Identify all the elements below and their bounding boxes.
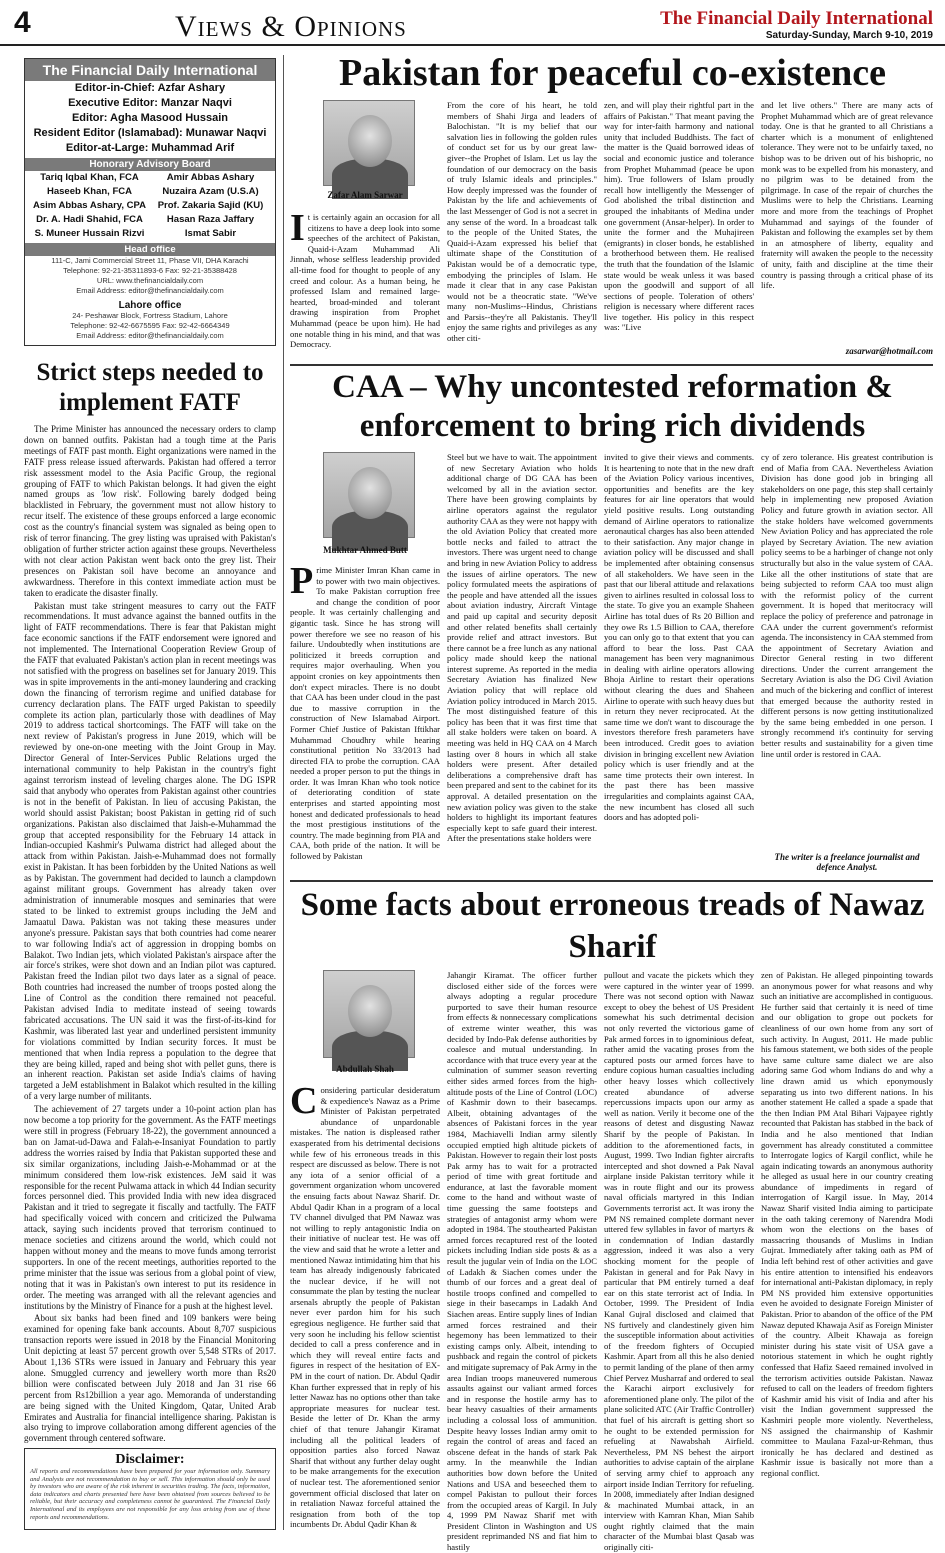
article2-text: invited to give their views and comments. It is heartening to note that in the new draft of the Aviation Policy various incentives, opportunities and benefits are the key features for air line operators that would yield positive results. Long outstanding demand of Airline operators to rationalize aeronautical charges has also been attended to their satisfaction. Any major change in aviation policy will be discussed and shall be implemented after obtaining consensus of all stakeholders. We have seen in the past that our liberal attitude and relaxations given to airlines resulted in colossal loss to the state. To give you an example Shaheen Airline has total dues of Rs 20 Billion and they owe Rs 1.5 Billion to CAA, therefore you can only go to that extent that you can afford to bear the loss. Past CAA management has been very magnanimous in dealing with airline operators allowing Bhoja Airline to restart their operations without clearing the dues and Shaheen Airline to operate with such heavy dues but in return they never reciprocated. At the same time we don't want to discourage the investors therefore fresh parameters have been introduced. Credit goes to aviation division in bringing excellent new Aviation policy which is user friendly and at the same time protects their own interest. In the past there has been massive irregularities and complaints against CAA, the new incumbent has closed all such doors and has adopted poli- [604, 452, 754, 823]
advisor: Amir Abbas Ashary [166, 172, 255, 183]
lahore-office-phone: Telephone: 92-42-6675595 Fax: 92-42-6664349 [70, 321, 230, 330]
article2-col2 [447, 452, 597, 875]
article2-title: CAA – Why uncontested reformation & enforcement to bring rich dividends [332, 369, 893, 444]
editorial-paragraph: Pakistan must take stringent measures to carry out the FATF recommendations. It must advance against the banned outfits in the light of FATF recommendations. There is fear that Pakistan might face economic sanctions if the FATF endorsement were ignored and not implemented. The International Cooperation Review Group of the FATF that evaluated Pakistan's action plan in recent meetings was not satisfied with the progress on baselines set for January 2019. This was in spite improvements in the anti-money laundering and cracking down the financing of terrorism regime and unified database for currency declaration plans. The FATF urged Pakistan to speedily complete its action plan, particularly those with deadlines of May 2019 to address tactical shortcomings. The FATF will take on the next review of Pakistan's progress in June 2019, which will be reviewed by one-on-one meeting with the Joint Group in May. Director General of Inter-Services Public Relations urged the international community to help Pakistan in the country's fight against terrorism instead of leveling charges alone. The DG ISPR said that anybody who operates from Pakistan against other countries is not in the benefit of Pakistan. In lieu of accusing Pakistan, the world should assist Pakistan; boost Pakistan in getting rid of such organizations. Pakistan also disclaimed that Jaish-e-Muhammad the group that accepted responsibility for the February 14 attack in Indian-occupied Kashmir's Pulwama district had alleged about the attack from within Pakistan. Jaish-e-Muhammad does not formally exist in Pakistan. It has been forbidden by the United Nations as well as by Pakistan. The government had decided to launch a clampdown against militant groups. Government has already taken over administration of innumerable mosques and seminaries that were stated to be linked to extremist groups including the JeM and Jamaatul Dawa. Pakistan was not taking these measures under anyone's pressure. Pakistan says that both countries had come nearer to war following India's act of aggression in dropping bombs on Balakot. Two Indian jets, which violated Pakistan's airspace after the air force's strikes, were shot down and an Indian pilot was captured. Pakistan freed the Indian pilot two days later as a signal of peace. Both countries had increased the number of troops posted along the Line of Control as the condition there remained not peaceful. Pakistan advised India to meditate instead of seeing towards fabricated accusations. The UN said it was the first-of-its-kind for Kashmir, was liberated last year and underlined persistent immunity for violations committed by Indian security forces. It must be mentioned that when India repress a population to the degree that they are being killed, raped and being shot with pellet guns, there is an inherent reaction. Pakistan set aside India's claims of having targeted a JeM establishment in Balakot which resulted in the killing of a very large number of militants. [24, 600, 276, 1102]
editorial-paragraph: The Prime Minister has announced the necessary orders to clamp down on banned outfits. Pakistan had a tough time at the Paris meetings of FATF past month. Eight organizations were named in the FATF press release issued afterwards. Pakistan had offered a terror risk assessment model to the Asia Pacific Group, the regional grouping of FATF to which Pakistan belongs. It had given the eight named groups as 'low risk'. Following barely dodged being blacklisted in February, the government must not allow history to recur itself. The existence of these groups enforced a large economic cost as the country's financial system was signaled as being open to risk of terror financing. The grey listing was upraised with Pakistan's obligation of further stricter action against these groups. Nevertheless with not clear action Pakistan went back onto the grey list. Their presences on Pakistan soil have become an annoyance and awkwardness. Therefore in this context immediate action must be taken to eradicate the disaster finally. [24, 424, 276, 598]
left-column [24, 58, 276, 1446]
article1-col2 [447, 100, 597, 360]
advisor: Haseeb Khan, FCA [47, 186, 132, 197]
article1-text: From the core of his heart, he told members of Shahi Jirga and leaders of Balochistan. "It is my belief that our salvation lies in following the golden rules of conduct set for us by our great law-giver--the Prophet of Islam. Let us lay the foundation of our democracy on the basis of truly Islamic ideals and principles." How deeply impressed was the founder of Pakistan by the life and achievements of the last Messenger of God is not a secret in any sense of the word. In a broadcast talk to the people of the United States, the Quaid-i-Azam expressed his belief that ultimate shape of the Constitution of Pakistan would be of a democratic type, embodying the principles of Islam. He made it clear that in any case Pakistan would not be a theocratic state. "We've many non-Muslims--Hindus, Christians and Parsis--they're all Pakistanis. They'll enjoy the same rights and privileges as any other citi- [447, 100, 597, 344]
advisory-board-list [25, 171, 275, 241]
article2-text: Prime Minister Imran Khan came in to power with two main objectives. To make Pakistan corruption free and change the condition of poor people. It was certainly challenging and gigantic task. Since he has strong will power therefore we see no reason of his failure. Undoubtedly when institutions are politicized it breeds corruption and requires major overhauling. When you appoint cronies on key appointments then don't expect miracles. There is no doubt that CAA has been under cloud in the past due to massive corruption in the construction of New Islamabad Airport. Former Chief Justice of Pakistan Iftikhar Muhammad Choudhry while hearing constitutional petition No 33/2013 had directed FIA to probe the corruption. CAA needed a proper person to put the things in order. It was Imran Khan who took notice of deteriorating condition of state enterprises and started appointing most honest and dedicated professionals to head the most prestigious institutions of the country. The made beginning from PIA and CAA, both pride of the nation. It will be followed by Pakistan [290, 560, 440, 862]
article3-text: zen of Pakistan. He alleged pinpointing towards an anonymous power for what reasons and why such an initiative are accomplished in contiguous. He further said that certainly it is need of time and our obligation to grope out pockets for cleanliness of our own home from any sort of such activity. In August, 2011. He made public his famous statement, we both sides of the people have same culture same dialect we are also adoring same God whom Indians do and why a line drawn amid us which eponymously separating us into two different nations. In his another statement He called a spade a spade that the then Indian PM Atal Bihari Vajpayee rightly recounted that Pakistan has stabbed in the back of India and he also mentioned that Indian government has already constituted a committee to Interrogate logics of Kargil conflict, while he again indicating towards an anonymous authority he alleged as usual here in our country creating abundance of impediments in regard of interrogation of Kargil issue. In May, 2014 Nawaz Sharif visited India aiming to participate in the oath taking ceremony of Narendra Modi whom won the elections on the bases of massacring thousands of Muslims in Indian Gujrat. Immediately after taking oath as PM of India left behind rest of other activities and gave his entire attention to intensified his endeavors for international anti-Pakistan diplomacy, in reply PM NS provided him extensive opportunities even he avoided to designate Foreign Minister of Pakistan. Prior to abandon of the office of the PM Nawaz deputed Khawaja Asif as Foreign Minister of the country. Albeit Khawaja as foreign minister during his state visit of USA gave a notorious statement in which he ought rightly confessed that Hafiz Saeed remained involved in the terrorism activities outside Pakistan. Nawaz refused to call on the leaders of freedom fighters of Kashmir amid his visit of India and after his visit the Indian government suppressed the Kashmiri people more violently. Nevertheless, NS assigned the chairmanship of Kashmir committee to Maulana Fazal-ur-Rehman, thus ironically he has declared and destined as Kashmir issue is basically not more than a regional conflict. [761, 970, 933, 1478]
page-number: 4 [14, 6, 31, 39]
advisor: Dr. A. Hadi Shahid, FCA [36, 214, 143, 225]
advisor: Hasan Raza Jaffary [166, 214, 255, 225]
article1-author: Zafar Alam Sarwar [327, 190, 403, 200]
advisory-board-title: Honorary Advisory Board [25, 158, 275, 171]
role-editor-at-large: Editor-at-Large: Muhammad Arif [65, 142, 235, 154]
role-editor-in-chief: Editor-in-Chief: Azfar Ashary [74, 82, 226, 94]
head-office-url: URL: www.thefinancialdaily.com [96, 276, 204, 285]
article2-signoff: The writer is a freelance journalist and defence Analyst. [774, 852, 920, 872]
advisor: Prof. Zakaria Sajid (KU) [157, 200, 264, 211]
article3-text: Considering particular desideratum & expedience's Nawaz as a Prime Minister of Pakistan perpetrated abundance of unpardonable mistakes. The nation is displeased rather exasperated from his detrimental decisions while few of his erroneous treads in this respect are discussed as below. There is not any iota of a senior official of a government organization whom uncovered the ensuing facts about Nawaz Sharif. Dr. Abdul Qadir Khan in a program of a local TV channel divulged that PM Nawaz was not willing to reply antagonistic India on their initiative of nuclear test. He was off the view and said that he wrote a letter and mentioned Nawaz intimidating him that his team has already indigenously fabricated the nuclear device, if he will not consummate the plan by testing the nuclear arsenals abruptly the people of Pakistan never ever pardon him for his such egregious negligence. He further said that very soon he including his fellow scientist decided to call a press conference and in which they will reveal entire facts and figures in respect of the hesitation of EX-PM in the court of nation. Dr. Abdul Qadir Khan further expressed that in reply of his letter Nawaz has no options other than take appropriate measures for nuclear test. Beside the letter of Dr. Khan the army chief of that tenure Jahangir Kiramat including all the political leaders of opposition parties also forced Nawaz Sharif that without any further delay ought to be make arrangements for the execution of nuclear test. The aforementioned senior government official disclosed that later on in retaliation Nawaz forceful attained the resignation from both of the top incumbents Dr. Abdul Qadir Khan & [290, 1080, 440, 1530]
disclaimer-box [24, 1448, 276, 1530]
editorial-paragraph: About six banks had been fined and 109 bankers were being examined for opening fake bank accounts. About 8,707 suspicious transaction reports were issued in 2018 by the Financial Monitoring Unit depicting at least 57 percent growth over 5,548 STRs of 2017. About 1,136 STRs were issued in January and February this year alone. Smuggled currency and jewellery worth more than Rs20 billion were confiscated between July 2018 and Jan 31 rise 66 percent from Rs12billion a year ago. Memoranda of understanding are being signed with the United Kingdom, Qatar, United Arab Emirates and Australia for financial intelligence sharing. Pakistan is also trying to improve collaboration among different agencies of the government through centered software. [24, 1313, 276, 1444]
article3-col3 [604, 970, 754, 1553]
article3-col1 [290, 1080, 440, 1530]
head-office-email: Email Address: editor@thefinancialdaily.com [76, 286, 224, 295]
advisor: Asim Abbas Ashary, CPA [33, 200, 146, 211]
article2-text: cy of zero tolerance. His greatest contribution is end of Mafia from CAA. Nevertheless Aviation Division has done good job in bringing all stakeholders on one page, this step shall certainly help in implementing new proposed Aviation Policy and future growth in aviation sector. All the stake holders have welcomed governments New Aviation Policy and has appreciated the role played by Secretary Aviation. The new aviation policy seems to be a harbinger of change not only structurally but also in the value system of CAA. Like all the other institutions of state that are being subjected to reform CAA too must align with the reformist policy of the current government. It is hoped that meritocracy will replace the policy of preference and patronage in CAA under the current government's reformist agenda. The inconsistency in CAA stemmed from the appointment of Secretary Aviation and Director General resting in two different directions. Under the current arrangement the Secretary Aviation is also the DG Civil Aviation and much of the bickering and conflict of interest that emerged because the authority rested in different persons is now getting institutionalized by the same being embedded in one person. I strongly recommend it's continuity for serving better results and sustainability for a given time line until order is restored in CAA. [761, 452, 933, 759]
article3-text: pullout and vacate the pickets which they were captured in the winter year of 1999. There was not second option with Nawaz except to obey the behest of US President somewhat his such detrimental decision not only reverted the victorious game of Pak armed forces in to ignominious defeat, rather amid the vacating proses from the captured posts our armed forces have to endure copious human casualties including other heavy losses which collectively created abundance of adverse repercussions impacts upon our army as well as nation. Verily it become one of the reasons of detest and disgusting Nawaz Sharif by the people of Pakistan. In addition to the aforementioned facts, in August, 1999. Two Indian fighter aircrafts intercepted and shot downed a Pak Naval airplane inside Pakistan territory while it was in route flight and our its prowess naval officials martyred in this Indian Governments terrorist act. It was irony the PM NS remained complete dormant never uttered few syllables in favor of martyrs & in condemnation of Indian dastardly aggression, indeed it was also a very shocking moment for the people of Pakistan in general and for Pak Navy in particular that PM entirely turned a deaf ear on this state terrorist act of India. In October, 1999. The President of India Kanal Gujral disclosed and claimed that NS furtively and clandestinely given him the susceptible information about activities of the freedom fighters of Occupied Kashmir. Apart from all this he also denied to permit landing of the plane of then army Chief Pervez Musharraf and ordered to seal the Karachi airport exclusively for aforementioned plane only. The pilot of the plane solicited ATC (Air Traffic Controller) that fuel of his aircraft is getting short so he ought to be extended permission for refueling at Nawabshah Airfield. Nevertheless, PM NS behest the airport authorities to advise captain of the airplane of serving army chief to approach any airport inside Indian Territory for refueling. In 2008, immediately after Indian designed & machinated Mumbai attack, in an interview with Kamran Khan, Mian Sahib ought rightly claimed that the main character of the Mumbai blast Qasab was originally citi- [604, 970, 754, 1553]
board-title: The Financial Daily International [25, 59, 275, 81]
head-office-address: 111-C, Jami Commercial Street 11, Phase VII, DHA Karachi [51, 256, 249, 265]
lahore-office-address: 24- Peshawar Block, Fortress Stadium, Lahore [72, 311, 228, 320]
page-header [0, 0, 945, 46]
lahore-office-email: Email Address: editor@thefinancialdaily.com [76, 331, 224, 340]
head-office-phone: Telephone: 92-21-35311893-6 Fax: 92-21-35388428 [63, 266, 237, 275]
role-executive-editor: Executive Editor: Manzar Naqvi [68, 97, 232, 109]
article3-title: Some facts about erroneous treads of Nawaz Sharif [300, 887, 925, 965]
advisor: S. Muneer Hussain Rizvi [34, 228, 145, 239]
article2-col3 [604, 452, 754, 875]
article3-col4 [761, 970, 933, 1530]
article2-col4 [761, 452, 933, 848]
disclaimer-text: All reports and recommendations have been prepared for your information only. Summary and Analysis are not recommendation to buy or sell. This information should only be used by investors who are aware of the risk inherent in securities trading. The facts, information, data indicators and charts presented here have been obtained from sources believed to be reliable, but their accuracy and completeness cannot be guaranteed. The Financial Daily International and its employees are not responsible for any loss arising from use of these reports and recommendations. [30, 1468, 270, 1521]
author-photo-zafar [323, 100, 415, 186]
head-office-title: Head office [25, 243, 275, 256]
editorial-title: Strict steps needed to implement FATF [36, 359, 264, 416]
article2-col1 [290, 560, 440, 875]
article1-col4 [761, 100, 933, 348]
divider [290, 364, 933, 366]
role-editor: Editor: Agha Masood Hussain [71, 112, 229, 124]
advisor: Nuzaira Azam (U.S.A) [162, 186, 259, 197]
article3-col2 [447, 970, 597, 1553]
role-resident-editor: Resident Editor (Islamabad): Munawar Naqvi [33, 127, 267, 139]
author-photo-mukhtar [323, 452, 415, 538]
masthead: The Financial Daily International [660, 8, 933, 29]
editorial-paragraph: The achievement of 27 targets under a 10-point action plan has now become a top priority for the government. As the FATF meetings were still in progress (February 18-22), the government announced a ban on Jamat-ud-Dawa and Falah-e-Insaniyat Foundation to partly address the worries raised by India that Pakistan supported these and six similar organizations, including Jaish-e-Mohammad or at the minimum considered them low-risk existences. JeM said it was responsible for the recent Pulwama attack in which 44 Indian security forces personnel died. This provided India with new idea disgraced Pakistan and it tried to segregate it fiscally and tactfully. The FATF had specifically voiced with concern and criticized the Pulwama attack, saying such incidents proved that terrorism continued to menace societies and citizens around the world, which could not happen without money and the means to move funds among terrorist supporters. In one of the recent meetings, authorities reported to the prime minister that the issue was serious from a global point of view, noting that it was in Pakistan's own interest to put its residence in order. The meeting was arranged with all the relevant agencies and institutions by the Ministry of Finance for a push at the highest level. [24, 1104, 276, 1311]
editorial-board-box [24, 58, 276, 346]
advisor: Ismat Sabir [184, 228, 237, 239]
article1-text: and let live others." There are many acts of Prophet Muhammad which are of great relevance today. One is that he granted to all Christians a charter which is a monument of enlightened tolerance. They were not to be unfairly taxed, no bishop was to be driven out of his bishopric, no monk was to be expelled from his monastery, and no pilgrim was to be detained from the pilgrimage. In case of the repair of churches the Muslims were to help the Christians. Learning more and more from the teachings of Prophet Muhammad and sayings of the founder of Pakistan and following the examples set by them in an atmosphere of liberty, equality and fraternity will awaken the people to the necessity of unity, faith and discipline at the time their country is passing through a critical phase of its life. [761, 100, 933, 291]
issue-date: Saturday-Sunday, March 9-10, 2019 [765, 30, 933, 41]
article2-author: Mukhtar Ahmed Butt [323, 545, 407, 555]
article1-text: zen, and will play their rightful part in the affairs of Pakistan." That meant paving the way for inter-faith harmony and national unity that included Buddhists. The fact of the matter is the Quaid borrowed ideas of social and economic justice and tolerance from Prophet Muhammad (peace be upon him). True followers of Islam proudly recall how intelligently the Messenger of God abolished the tribal distinction and grouped the inhabitants of Medina under one government (Ansar-helper). In order to unite the former and the Muhajireen (emigrants) in closer bonds, he established a brotherhood between them. He realised the truth that the foundation of the Islamic state would be weak unless it was based upon the goodwill and support of all sections of people. Toleration of others' religion is necessary where different races live together. His policy in this respect was: "Live [604, 100, 754, 333]
column-divider [283, 55, 284, 1530]
article1-email: zasarwar@hotmail.com [845, 346, 933, 356]
section-title: Views & Opinions [175, 10, 407, 43]
article3-text: Jahangir Kiramat. The officer further disclosed either side of the forces were always adopting a regular procedure purported to save their human resource from effects & nonnecessary complications of extreme winter weather, this was decided by Indo-Pak defense authorities by coalesce and mutual understanding. In accordance with that truce every year at the culmination of summer season reverting either sides armed forces from the high-altitude posts of the Line of Control (LOC) of Kashmir down to their basecamps. Albeit, obtaining advantages of the absences of Pakistani forces in the year 1984, Machiavelli Indian army silently occupied emptied high altitude pickets of Pakistan. However to regain their lost posts Pak army has to wait for a protracted period of time with great fortitude and endurance, at last the favorable moment come to the hand and without waste of time guessing the same footsteps and strategies of antagonist army whom were adopted in 1984. The stouthearted Pakistan armed forces recaptured rest of the looted pickets including Indian side posts & as a result the jugular vein of India on the LOC of Ladakh & Siachen comes under the thumb of our forces and a great deal of hostile troops confined and compelled to siege in their basecamps in Ladakh And Siachen areas. Entire supply lines of Indian armed forces restrained and their hegemony has been lemmatized to their existing camps only. Albeit, intending to pushback and regain the control of pickets and mitigate supremacy of Pak Army in the area Indian troops maneuvered numerous assaults against our valiant armed forces and in response the hostile army has to bear heavy casualties of their armaments including a colossal loss of ammunition. Despite heavy losses Indian army omit to regain the control of areas and faced an obscene defeat in the hands of stark Pak army. In the meanwhile the Indian authorities bow down before the United Nations and USA and beseeched them to compel Pakistan to pullout their forces from the occupied areas of Kargil. In July 4, 1999 PM Nawaz Sharif met with President Clinton in Washington and US president reprimanded NS and fiat him to hastily [447, 970, 597, 1553]
article1-title: Pakistan for peaceful co-existence [338, 52, 886, 94]
advisor: Tariq Iqbal Khan, FCA [40, 172, 139, 183]
article1-col1 [290, 207, 440, 360]
article1-text: It is certainly again an occasion for all citizens to have a deep look into some speeches of the architect of Pakistan, Quaid-i-Azam Muhammad Ali Jinnah, whose selfless leadership provided all-time food for thought to people of any creed and colour. As a human being, he professed Islam and remained large-hearted, broad-minded and tolerant drawing inspiration from Prophet Muhammad (peace be upon him). He had one notable thing in his mind, and that was Democracy. [290, 207, 440, 350]
author-photo-abdullah [323, 970, 415, 1058]
article2-text: Steel but we have to wait. The appointment of new Secretary Aviation who holds additional charge of DG CAA has been welcomed by all in the aviation sector. There have been growing complaints by airline operators against the regulator authority CAA as they were not happy with the old Aviation Policy that created more bottle necks and failed to attract the investors. There was urgent need to change and bring in new Aviation Policy to address the issues of airline operators. The new policy formulated meets the aspirations of the people and have attended all the issues about aviation industry, Aircraft Vintage and paid up capital and security deposit and other related benefits shall certainly provide relief and attract investors. But there cannot be a free lunch as any national policy made should keep the national interest supreme. As reported in the media Secretary Aviation has finalized New Aviation policy that will replace old Aviation policy introduced in March 2015. The most distinguished feature of this policy has been that it was first time that all stake holders were taken on board. A meeting was held in HQ CAA on 4 March lasting over 8 hours in which all stake holders were present. After detailed deliberations a comprehensive draft has been prepared and sent to the cabinet for its approval. A detailed presentation on the new aviation policy was given to the stake holders to highlight its important features especially kept to safe guard their interest. After the presentations stake holders were [447, 452, 597, 844]
article1-col3 [604, 100, 754, 360]
disclaimer-title: Disclaimer: [115, 1452, 185, 1467]
article3-author: Abdullah Shah [336, 1064, 394, 1074]
editorial-body [24, 424, 276, 1444]
lahore-office-title: Lahore office [118, 300, 182, 311]
divider [290, 880, 933, 882]
